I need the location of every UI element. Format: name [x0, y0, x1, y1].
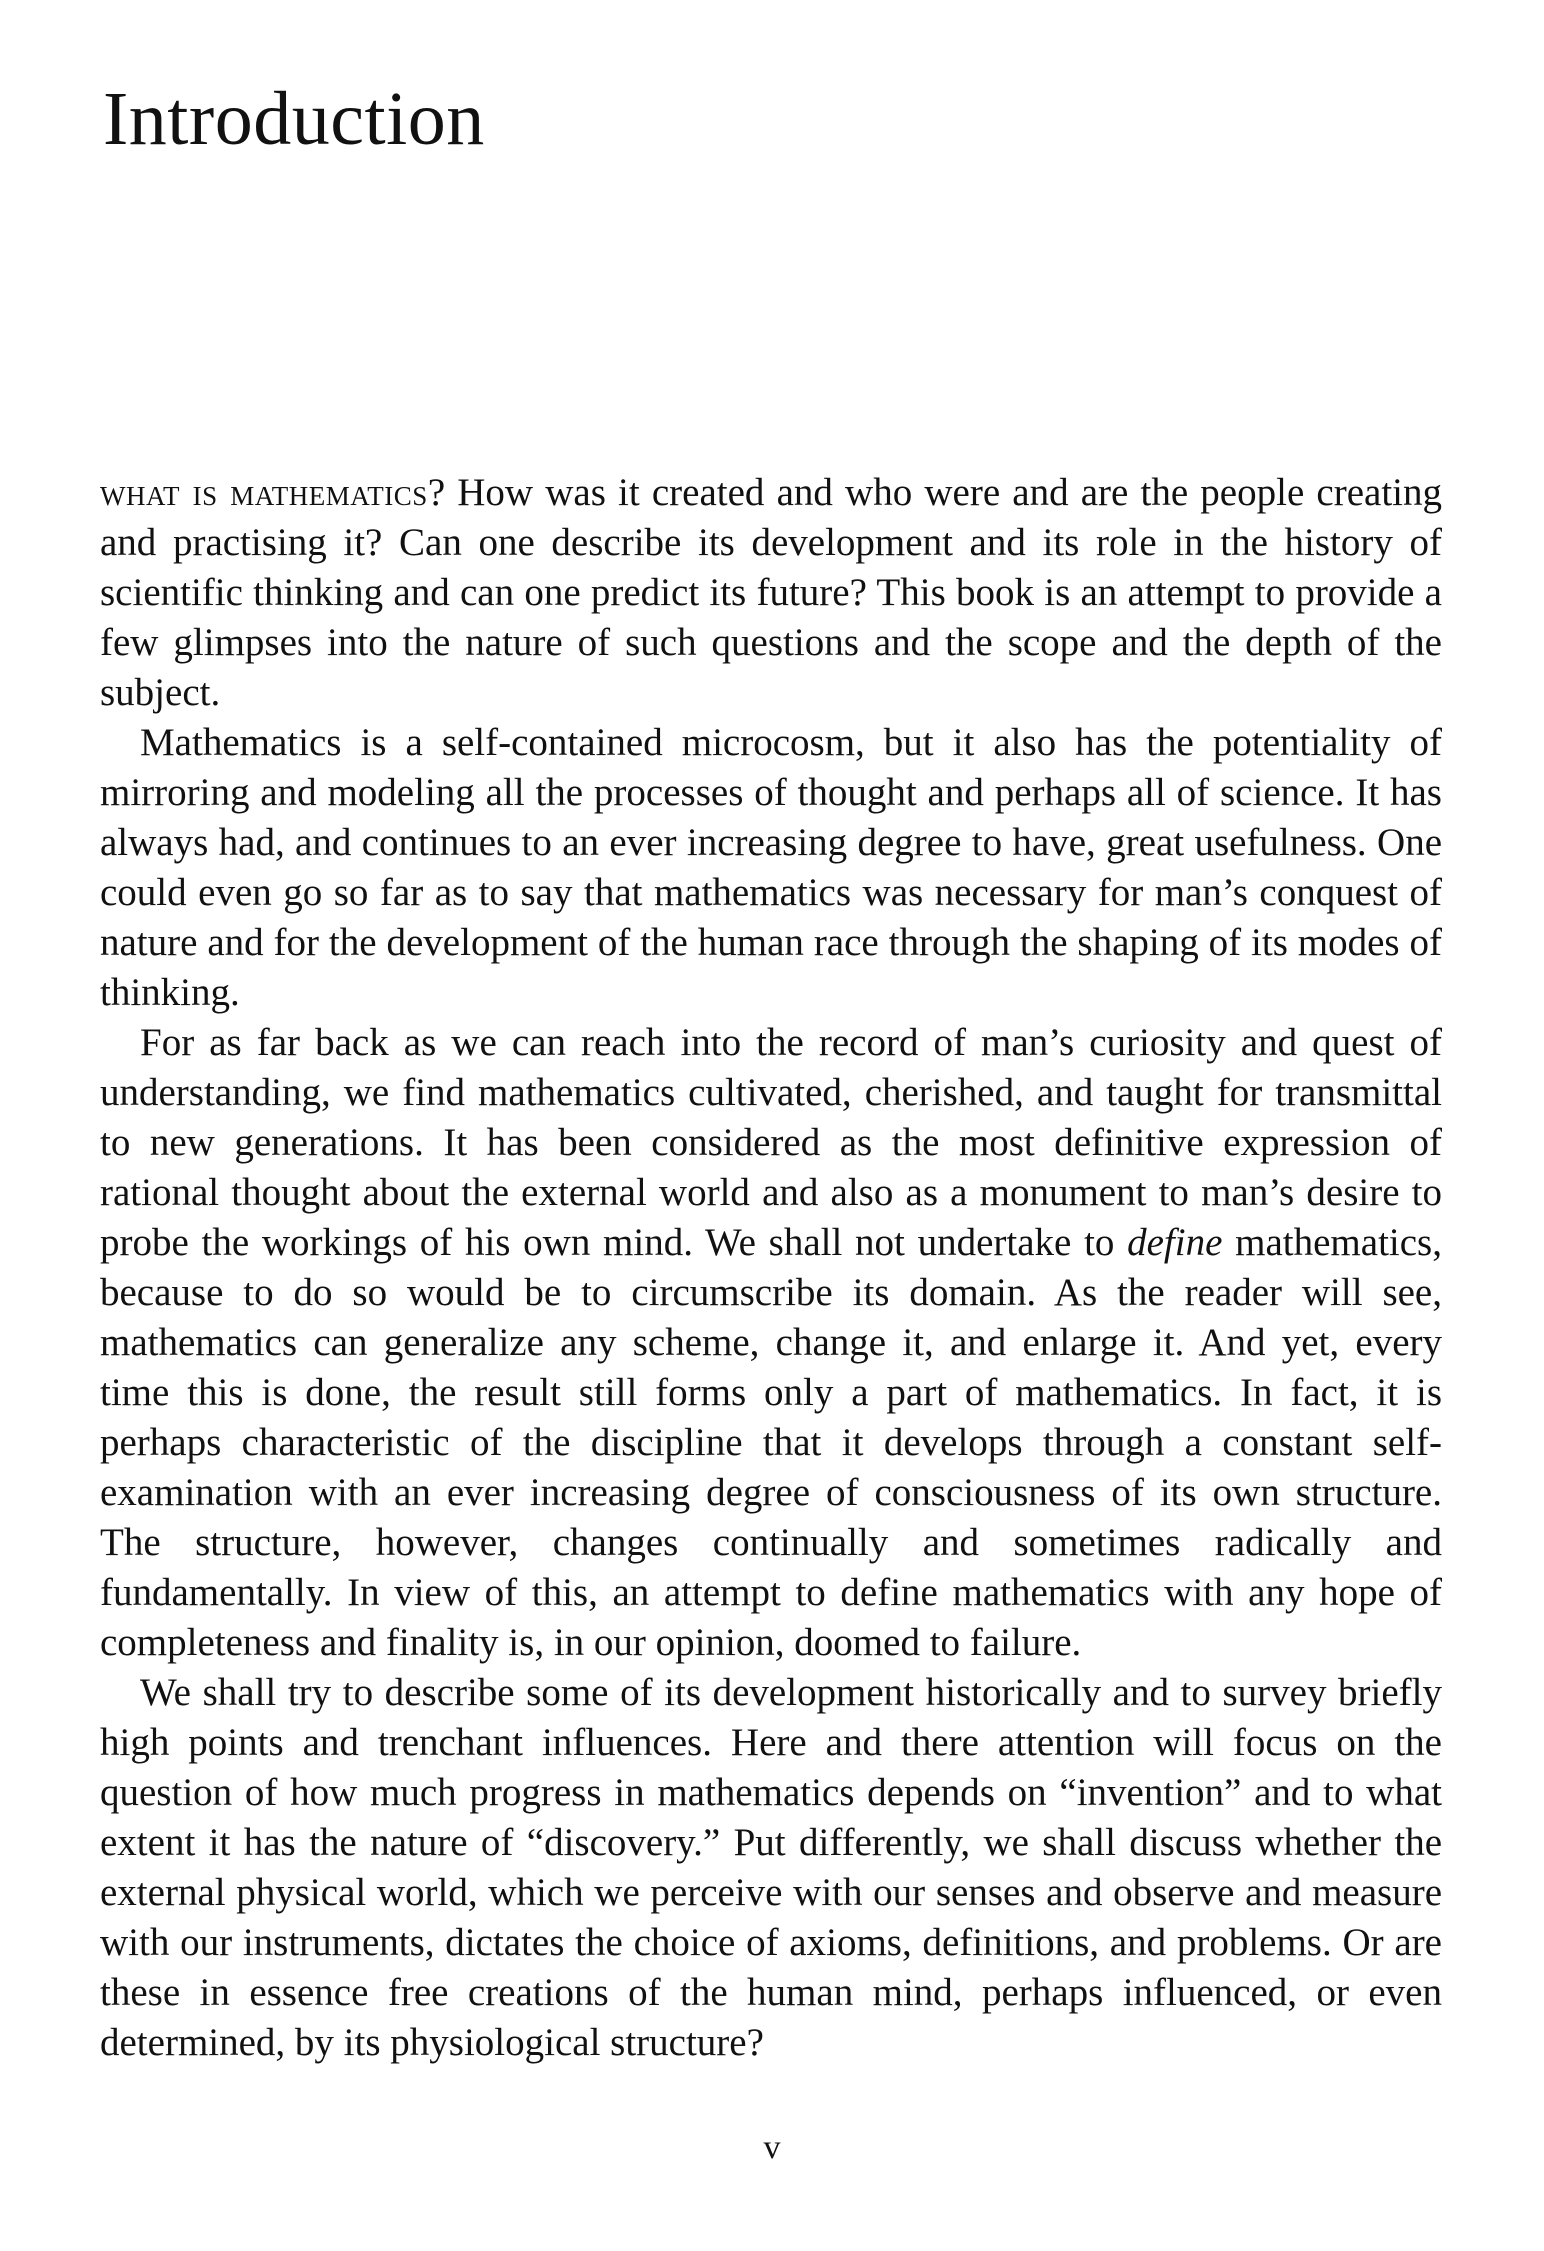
- paragraph-1-text: ? How was it created and who were and are the people creating and practising it? Can one describe its development and its role in the history of scientific thinking and can one predict its future? This book is an attempt to provide a few glimpses into the nature of such questions and the scope and the depth of the subject.: [100, 471, 1442, 714]
- chapter-title: Introduction: [103, 77, 485, 161]
- paragraph-3: [100, 1018, 1442, 1668]
- page-number: v: [763, 2129, 781, 2166]
- body-text: [100, 468, 1442, 2068]
- paragraph-1: [100, 468, 1442, 718]
- paragraph-2: Mathematics is a self-contained microcosm, but it also has the potentiality of mirroring and modeling all the processes of thought and perhaps all of science. It has always had, and continues to an ever increasing degree to have, great usefulness. One could even go so far as to say that mathematics was necessary for man’s conquest of nature and for the development of the human race through the shaping of its modes of thinking.: [100, 721, 1442, 1014]
- opening-small-caps: what is mathematics: [100, 471, 428, 514]
- paragraph-4: We shall try to describe some of its development historically and to survey briefly high points and trenchant influences. Here and there attention will focus on the question of how much progress in mathematics depends on “invention” and to what extent it has the nature of “discovery.” Put differently, we shall discuss whether the external physical world, which we perceive with our senses and observe and measure with our instruments, dictates the choice of axioms, definitions, and problems. Or are these in essence free creations of the human mind, perhaps influenced, or even determined, by its physiological structure?: [100, 1671, 1442, 2064]
- italic-emphasis: define: [1127, 1221, 1223, 1264]
- paragraph-3-text-after: mathematics, because to do so would be to circumscribe its domain. As the reader will see, mathematics can generalize any scheme, change it, and enlarge it. And yet, every time this is done, the result still forms only a part of mathematics. In fact, it is perhaps characteristic of the discipline that it develops through a constant self-examination with an ever increasing degree of consciousness of its own structure. The structure, however, changes continually and sometimes radically and fundamentally. In view of this, an attempt to define mathematics with any hope of completeness and finality is, in our opinion, doomed to failure.: [100, 1221, 1442, 1664]
- paragraph-3-text-before: For as far back as we can reach into the record of man’s curiosity and quest of understanding, we find mathematics cultivated, cherished, and taught for transmittal to new generations. It has been considered as the most definitive expression of rational thought about the external world and also as a monument to man’s desire to probe the workings of his own mind. We shall not undertake to: [100, 1021, 1442, 1264]
